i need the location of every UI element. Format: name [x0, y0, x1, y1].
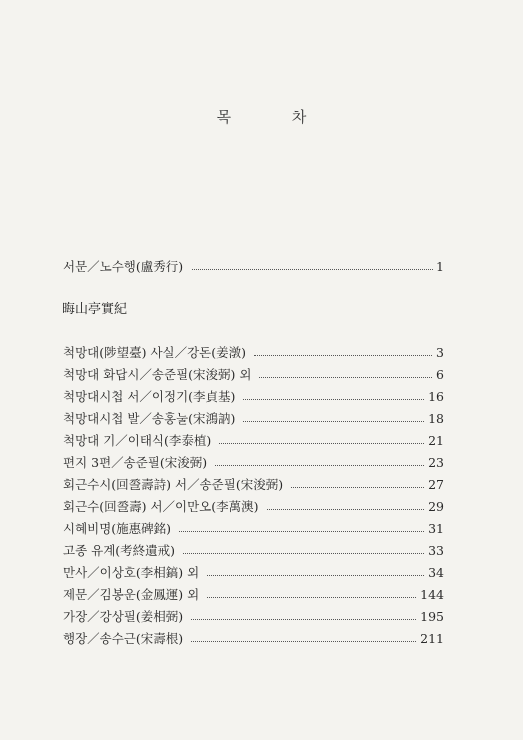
toc-entry-title: 시혜비명(施惠碑銘): [63, 520, 175, 538]
toc-entry-page: 21: [428, 433, 444, 448]
toc-entry-page: 144: [420, 587, 444, 602]
toc-entry: [0, 498, 523, 516]
leader-dots: [243, 399, 424, 400]
toc-entry-page: 195: [420, 609, 444, 624]
toc-entry: [0, 388, 523, 406]
toc-entry-preface: [0, 258, 523, 276]
toc-entry-page: 23: [428, 455, 444, 470]
leader-dots: [183, 553, 424, 554]
toc-entry-page: 16: [428, 389, 444, 404]
toc-entry-title: 척망대시첩 발／송홍눌(宋鴻訥): [63, 410, 239, 428]
leader-dots: [191, 641, 416, 642]
toc-entry: [0, 586, 523, 604]
leader-dots: [207, 575, 424, 576]
toc-entry: [0, 608, 523, 626]
toc-entry-title: 척망대 화답시／송준필(宋浚弼) 외: [63, 366, 255, 384]
toc-entry-page: 211: [420, 631, 444, 646]
toc-entry-page: 29: [428, 499, 444, 514]
leader-dots: [254, 355, 432, 356]
leader-dots: [207, 597, 416, 598]
toc-entry: [0, 432, 523, 450]
section-heading: 晦山亭實紀: [62, 302, 128, 317]
toc-entry-title: 척망대시첩 서／이정기(李貞基): [63, 388, 239, 406]
toc-entry: [0, 542, 523, 560]
toc-entry-title: 고종 유계(考終遺戒): [63, 542, 179, 560]
toc-entry: [0, 454, 523, 472]
toc-entry: [0, 344, 523, 362]
toc-entry: [0, 410, 523, 428]
toc-entry-page: 6: [436, 367, 444, 382]
toc-entry-title: 행장／송수근(宋壽根): [63, 630, 187, 648]
leader-dots: [267, 509, 425, 510]
toc-entry-page: 18: [428, 411, 444, 426]
leader-dots: [291, 487, 424, 488]
toc-entry: [0, 630, 523, 648]
leader-dots: [192, 269, 433, 270]
toc-entry-title: 가장／강상필(姜相弼): [63, 608, 187, 626]
leader-dots: [259, 377, 432, 378]
leader-dots: [243, 421, 424, 422]
toc-entry-title: 편지 3편／송준필(宋浚弼): [63, 454, 211, 472]
toc-entry-page: 34: [428, 565, 444, 580]
leader-dots: [219, 443, 424, 444]
toc-entry-title: 회근수시(回巹壽詩) 서／송준필(宋浚弼): [63, 476, 287, 494]
toc-entry-title: 제문／김봉운(金鳳運) 외: [63, 586, 203, 604]
toc-entry-page: 33: [428, 543, 444, 558]
toc-entry-title: 회근수(回巹壽) 서／이만오(李萬澳): [63, 498, 263, 516]
toc-entry-title: 서문／노수행(盧秀行): [63, 258, 187, 276]
toc-entry-page: 27: [428, 477, 444, 492]
toc-entry-page: 1: [436, 259, 444, 274]
leader-dots: [215, 465, 424, 466]
toc-entry-title: 척망대 기／이태식(李泰植): [63, 432, 215, 450]
toc-entry-page: 31: [428, 521, 444, 536]
toc-entry-page: 3: [436, 345, 444, 360]
toc-entry-title: 만사／이상호(李相鎬) 외: [63, 564, 203, 582]
leader-dots: [191, 619, 416, 620]
leader-dots: [179, 531, 424, 532]
toc-entry-title: 척망대(陟望臺) 사실／강돈(姜潡): [63, 344, 250, 362]
toc-entry: [0, 564, 523, 582]
toc-entry: [0, 366, 523, 384]
toc-entry: [0, 520, 523, 538]
page-title: 목 차: [216, 108, 335, 126]
toc-entry: [0, 476, 523, 494]
